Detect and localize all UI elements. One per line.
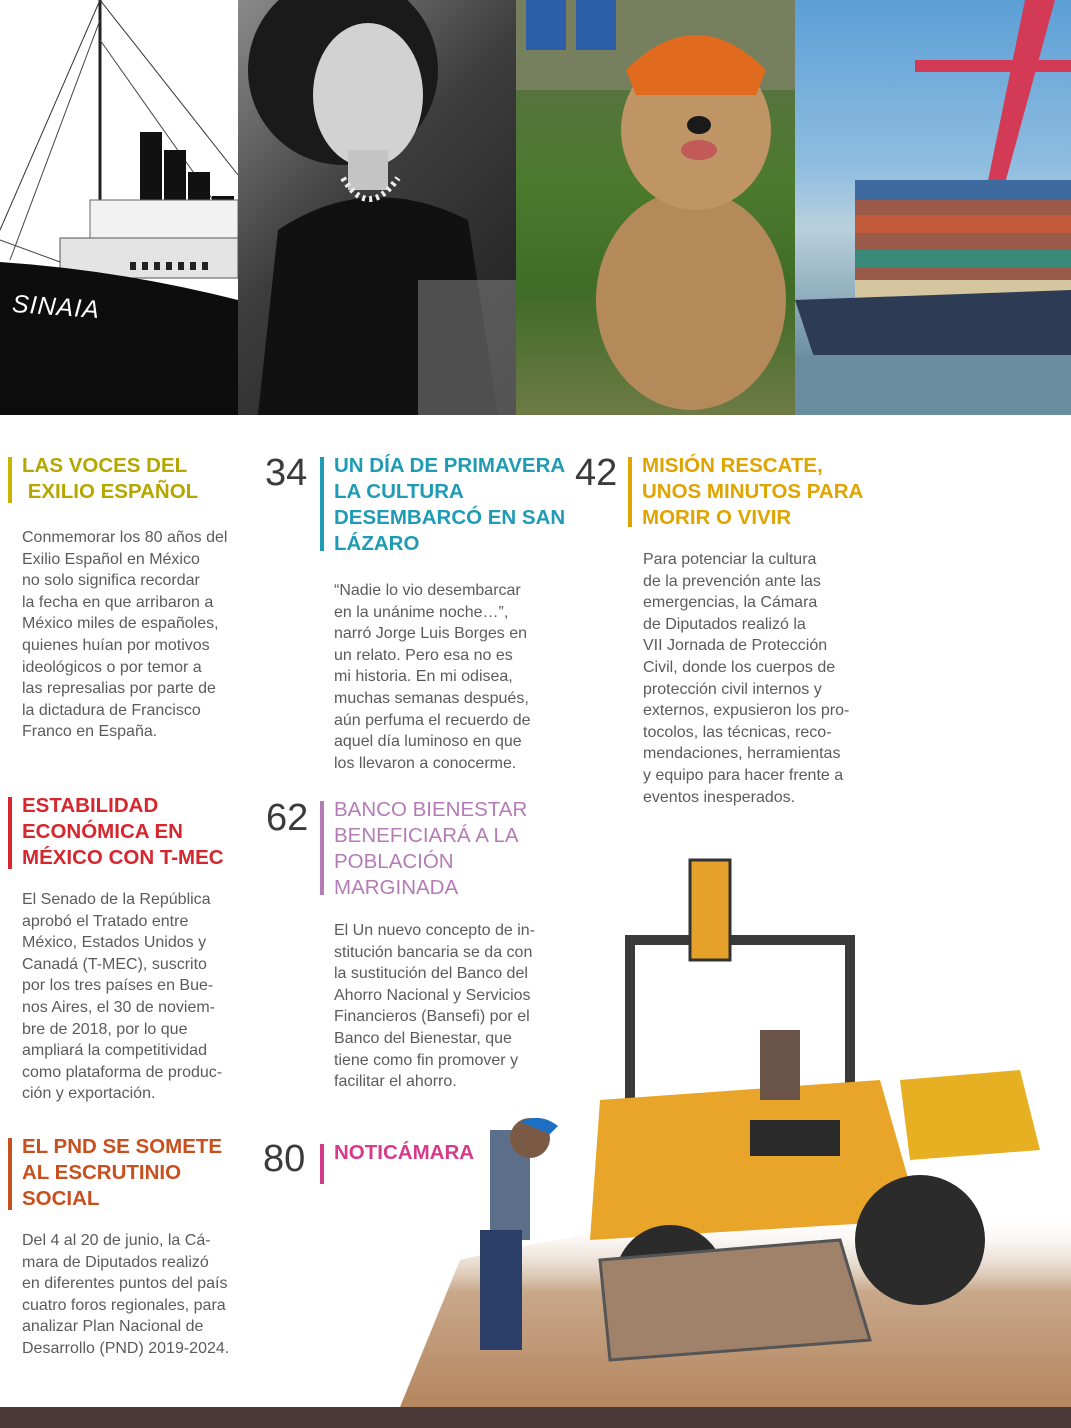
page-number-80: 80 — [263, 1138, 306, 1180]
port-drawing — [795, 0, 1071, 415]
section-pnd — [8, 1134, 258, 1364]
section-bar — [8, 797, 12, 869]
section-body: Del 4 al 20 de junio, la Cá- mara de Diputados realizó en diferentes puntos del país cuatro foros regionales, para analizar Plan Nacional de Desarrollo (PND) 2019-2024. — [22, 1232, 230, 1357]
page-number-62: 62 — [266, 797, 309, 839]
section-tmec — [8, 793, 253, 1113]
section-noticamara — [320, 1140, 520, 1190]
ship-name-label: SINAIA — [11, 289, 101, 325]
footer-bar — [0, 1407, 1071, 1428]
section-bar — [8, 457, 12, 503]
dog-photo — [516, 0, 795, 415]
section-title[interactable]: MISIÓN RESCATE, UNOS MINUTOS PARA MORIR O VIVIR — [642, 454, 864, 529]
page-number-42: 42 — [575, 452, 618, 494]
page-number-34: 34 — [265, 452, 308, 494]
port-containers-photo — [795, 0, 1071, 415]
section-exilio — [8, 453, 248, 753]
section-bar — [320, 801, 324, 895]
construction-drawing — [400, 820, 1071, 1407]
dog-drawing — [516, 0, 795, 415]
section-rescate — [628, 453, 888, 813]
section-body: El Un nuevo concepto de in- stitución bancaria se da con la sustitución del Banco del Ahorro Nacional y Servicios Financieros (Bansefi) por el Banco del Bienestar, que tiene como fin promover y facilitar el ahorro. — [334, 922, 536, 1091]
ship-illustration — [0, 0, 238, 415]
section-title[interactable]: LAS VOCES DEL EXILIO ESPAÑOL — [22, 454, 199, 503]
section-title[interactable]: BANCO BIENESTAR BENEFICIARÁ A LA POBLACIÓN MARGINADA — [334, 798, 528, 899]
section-primavera — [320, 453, 570, 783]
section-title[interactable]: EL PND SE SOMETE AL ESCRUTINIO SOCIAL — [22, 1135, 223, 1210]
section-body: “Nadie lo vio desembarcar en la unánime noche…”, narró Jorge Luis Borges en un relato. Pero esa no es mi historia. En mi odisea, muchas semanas después, aún perfuma el recuerdo de aquel día luminoso en que los llevaron a conocerme. — [334, 582, 531, 772]
section-bar — [628, 457, 632, 527]
section-bar — [8, 1138, 12, 1210]
section-body: Conmemorar los 80 años del Exilio Español en México no solo significa recordar la fecha en que arribaron a México miles de españoles, quienes huían por motivos ideológicos o por temor a las represalias por parte de la dictadura de Francisco Franco en España. — [22, 529, 228, 741]
section-title[interactable]: NOTICÁMARA — [334, 1141, 475, 1164]
section-title[interactable]: ESTABILIDAD ECONÓMICA EN MÉXICO CON T-MEC — [22, 794, 224, 869]
ship-drawing — [0, 0, 238, 415]
section-bar — [320, 1144, 324, 1184]
construction-scene-photo — [400, 820, 1071, 1407]
portrait-drawing — [238, 0, 516, 415]
portrait-photo — [238, 0, 516, 415]
section-title[interactable]: UN DÍA DE PRIMAVERA LA CULTURA DESEMBARCÓ EN SAN LÁZARO — [334, 454, 566, 555]
section-body: Para potenciar la cultura de la prevención ante las emergencias, la Cámara de Diputados realizó la VII Jornada de Protección Civil, donde los cuerpos de protección civil internos y externos, expusieron los pro- tocolos, las técnicas, reco- mendaciones, herramientas y equipo para hacer frente a eventos inesperados. — [643, 551, 850, 806]
section-bar — [320, 457, 324, 551]
section-body: El Senado de la República aprobó el Tratado entre México, Estados Unidos y Canadá (T-MEC), suscrito por los tres países en Bue- nos Aires, el 30 de noviem- bre de 2018, por lo que ampliará la competitividad como plataforma de produc- ción y exportación. — [22, 891, 223, 1103]
